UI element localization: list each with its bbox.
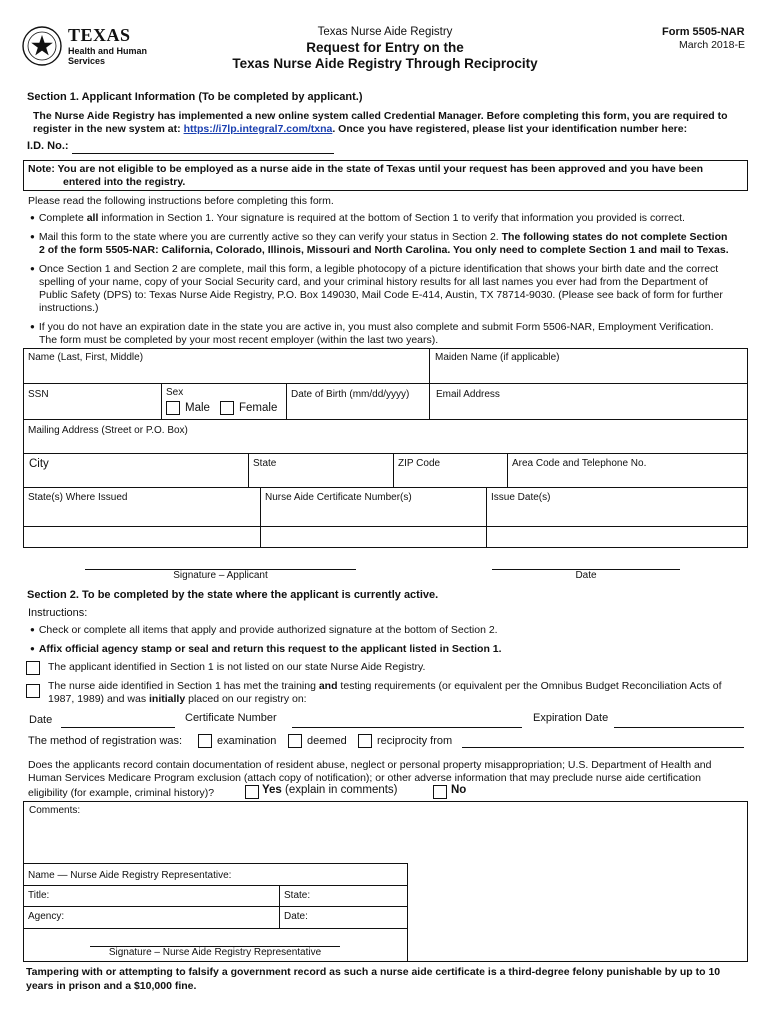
chk2-b-post: placed on our registry on:	[185, 693, 307, 705]
section1-heading: Section 1. Applicant Information (To be completed by applicant.)	[27, 91, 363, 103]
rep-block-top	[23, 863, 407, 864]
rep-row-divider	[23, 885, 407, 886]
registry-date-label: Date	[29, 714, 53, 726]
footer-warning-a: Tampering with or attempting to falsify a government record as such a nurse aide certificate is a third-degree felony punishable by up to 10	[26, 966, 721, 978]
agency-logo	[22, 24, 152, 70]
name-field[interactable]: Name (Last, First, Middle)	[28, 352, 144, 363]
agency-name: Texas Nurse Aide Registry	[317, 26, 453, 38]
chk2-a-bold: and	[318, 680, 338, 692]
b2-bold: The following states do not complete Section	[501, 231, 728, 243]
id-field[interactable]	[72, 153, 334, 154]
email-field[interactable]: Email Address	[436, 389, 500, 400]
state-field[interactable]: State	[253, 458, 277, 469]
states-issued-field[interactable]: State(s) Where Issued	[28, 492, 128, 503]
female-checkbox[interactable]	[220, 401, 234, 415]
adverse-question-c: eligibility (for example, criminal history)?	[28, 787, 215, 799]
applicant-info-table	[23, 348, 748, 548]
note-line-b: entered into the registry.	[63, 176, 186, 188]
form-title-2: Texas Nurse Aide Registry Through Reciprocity	[232, 56, 538, 71]
reciprocity-label: reciprocity from	[377, 735, 453, 747]
examination-checkbox[interactable]	[198, 734, 212, 748]
row-divider	[23, 419, 748, 420]
deemed-checkbox[interactable]	[288, 734, 302, 748]
read-instructions: Please read the following instructions before completing this form.	[28, 195, 334, 207]
bullet-4a: ● If you do not have an expiration date in the state you are active in, you must also complete and submit Form 5506-NAR, Employment Verification.	[30, 321, 714, 334]
adverse-question-b: Human Services Medicare Program exclusion (attach copy of notification); or other adverse information that may preclude nurse aide certification	[28, 772, 701, 784]
comments-box[interactable]	[23, 801, 748, 962]
yes-rest: (explain in comments)	[281, 784, 398, 796]
reciprocity-state-field[interactable]	[462, 747, 744, 748]
form-number: Form 5505-NAR	[662, 26, 745, 38]
b1-pre: Complete	[38, 212, 87, 224]
registry-date-field[interactable]	[61, 727, 175, 728]
row-divider	[23, 383, 748, 384]
chk2-a-pre: The nurse aide identified in Section 1 has met the training	[48, 680, 319, 692]
col-divider	[486, 487, 487, 548]
mailing-address-field[interactable]: Mailing Address (Street or P.O. Box)	[28, 425, 188, 436]
dob-field[interactable]: Date of Birth (mm/dd/yyyy)	[291, 389, 410, 400]
expiration-date-label: Expiration Date	[533, 712, 609, 724]
met-requirements-line-b	[48, 693, 307, 706]
rep-block-right	[407, 863, 408, 962]
yes-bold: Yes	[262, 784, 282, 796]
bullet-3b: spelling of your name, copy of your Social Security card, and your criminal history results for all last names you ever had from the Department of	[39, 276, 708, 288]
col-divider	[248, 453, 249, 487]
yes-label	[262, 784, 398, 796]
sex-label: Sex	[166, 387, 184, 398]
ssn-field[interactable]: SSN	[28, 389, 49, 400]
no-checkbox[interactable]	[433, 785, 447, 799]
logo-subtitle-1: Health and Human	[68, 46, 148, 56]
rep-date-field[interactable]: Date:	[284, 911, 308, 922]
rep-row-divider	[23, 928, 407, 929]
col-divider	[161, 383, 162, 419]
yes-checkbox[interactable]	[245, 785, 259, 799]
rep-title-field[interactable]: Title:	[28, 890, 50, 901]
male-checkbox[interactable]	[166, 401, 180, 415]
issue-dates-field[interactable]: Issue Date(s)	[491, 492, 551, 503]
cert-number-field[interactable]: Nurse Aide Certificate Number(s)	[265, 492, 412, 503]
col-divider	[429, 348, 430, 419]
expiration-date-field[interactable]	[614, 727, 744, 728]
no-label: No	[451, 784, 467, 796]
form-date: March 2018-E	[679, 39, 745, 51]
col-divider	[507, 453, 508, 487]
section2-instructions: Instructions:	[28, 607, 88, 619]
bullet-2a	[30, 231, 727, 244]
adverse-question-a: Does the applicants record contain documentation of resident abuse, neglect or personal property misappropriation; U.S. Department of Health and	[28, 759, 712, 771]
rep-state-field[interactable]: State:	[284, 890, 311, 901]
b1-post: information in Section 1. Your signature is required at the bottom of Section 1 to verify that information you provided is correct.	[98, 212, 685, 224]
reciprocity-checkbox[interactable]	[358, 734, 372, 748]
rep-col-divider	[279, 885, 280, 928]
form-title-1: Request for Entry on the	[306, 40, 464, 55]
deemed-label: deemed	[307, 735, 347, 747]
intro-b-pre: register in the new system at:	[33, 123, 181, 135]
texas-seal-icon	[22, 26, 62, 66]
chk2-a-post: testing requirements (or equivalent per the Omnibus Budget Reconciliation Acts of	[337, 680, 722, 692]
met-requirements-line-a	[48, 680, 722, 693]
applicant-signature-label: Signature – Applicant	[173, 570, 268, 581]
bullet-3a: ● Once Section 1 and Section 2 are complete, mail this form, a legible photocopy of a picture identification that shows your birth date and the correct	[30, 263, 718, 276]
applicant-date-label: Date	[575, 570, 597, 581]
col-divider	[286, 383, 287, 419]
note-line-a: Note: You are not eligible to be employed as a nurse aide in the state of Texas until your request has been approved and you have been	[28, 163, 704, 175]
intro-b-post: . Once you have registered, please list your identification number here:	[332, 123, 688, 135]
chk2-b-bold: initially	[149, 693, 186, 705]
chk2-b-pre: 1987, 1989) and was	[48, 693, 149, 705]
rep-row-divider	[23, 906, 407, 907]
credential-manager-link[interactable]: https://i7lp.integral7.com/txna	[183, 123, 333, 135]
logo-title: TEXAS	[68, 25, 131, 45]
logo-subtitle-2: Services	[68, 56, 106, 66]
not-listed-checkbox[interactable]	[26, 661, 40, 675]
bullet-3d: instructions.)	[39, 302, 99, 314]
row-divider	[23, 487, 748, 488]
rep-signature-label: Signature – Nurse Aide Registry Representative	[108, 947, 322, 958]
footer-warning-b: years in prison and a $10,000 fine.	[26, 980, 197, 992]
met-requirements-checkbox[interactable]	[26, 684, 40, 698]
id-label: I.D. No.:	[27, 140, 69, 152]
bullet-1	[30, 212, 685, 225]
bullet-3c: Public Safety (DPS) to: Texas Nurse Aide Registry, P.O. Box 149030, Mail Code E-414, Austin, TX 78714-9030. (Please see back of form for further	[39, 289, 723, 301]
b1-bold: all	[86, 212, 99, 224]
intro-line-b	[33, 123, 687, 136]
col-divider	[393, 453, 394, 487]
female-label: Female	[239, 402, 278, 414]
section2-heading: Section 2. To be completed by the state where the applicant is currently active.	[27, 589, 439, 601]
rep-agency-field[interactable]: Agency:	[28, 911, 65, 922]
zip-field[interactable]: ZIP Code	[398, 458, 441, 469]
section2-bullet-2: ● Affix official agency stamp or seal and return this request to the applicant listed in Section 1.	[30, 643, 502, 656]
maiden-name-field[interactable]: Maiden Name (if applicable)	[435, 352, 560, 363]
col-divider	[260, 487, 261, 548]
row-divider	[23, 526, 748, 527]
city-field[interactable]: City	[29, 458, 49, 470]
examination-label: examination	[217, 735, 277, 747]
not-listed-text: The applicant identified in Section 1 is not listed on our state Nurse Aide Registry.	[48, 661, 426, 673]
certificate-number-field[interactable]	[292, 727, 522, 728]
method-label: The method of registration was:	[28, 735, 183, 747]
row-divider	[23, 453, 748, 454]
bullet-2b: 2 of the form 5505-NAR: California, Colorado, Illinois, Missouri and North Carolina. You only need to complete Section 1 and mail to Texas.	[39, 244, 729, 256]
rep-name-field[interactable]: Name — Nurse Aide Registry Representative:	[28, 870, 232, 881]
bullet-4b: The form must be completed by your most recent employer (within the last two years).	[39, 334, 439, 346]
section2-bullet-1: ● Check or complete all items that apply and provide authorized signature at the bottom of Section 2.	[30, 624, 498, 637]
intro-line-a: The Nurse Aide Registry has implemented a new online system called Credential Manager. Before completing this form, you are required to	[33, 110, 728, 122]
certificate-number-label: Certificate Number	[185, 712, 277, 724]
b2-pre: Mail this form to the state where you are currently active so they can verify your status in Section 2.	[38, 231, 502, 243]
comments-label: Comments:	[29, 805, 81, 816]
phone-field[interactable]: Area Code and Telephone No.	[512, 458, 647, 469]
male-label: Male	[185, 402, 210, 414]
